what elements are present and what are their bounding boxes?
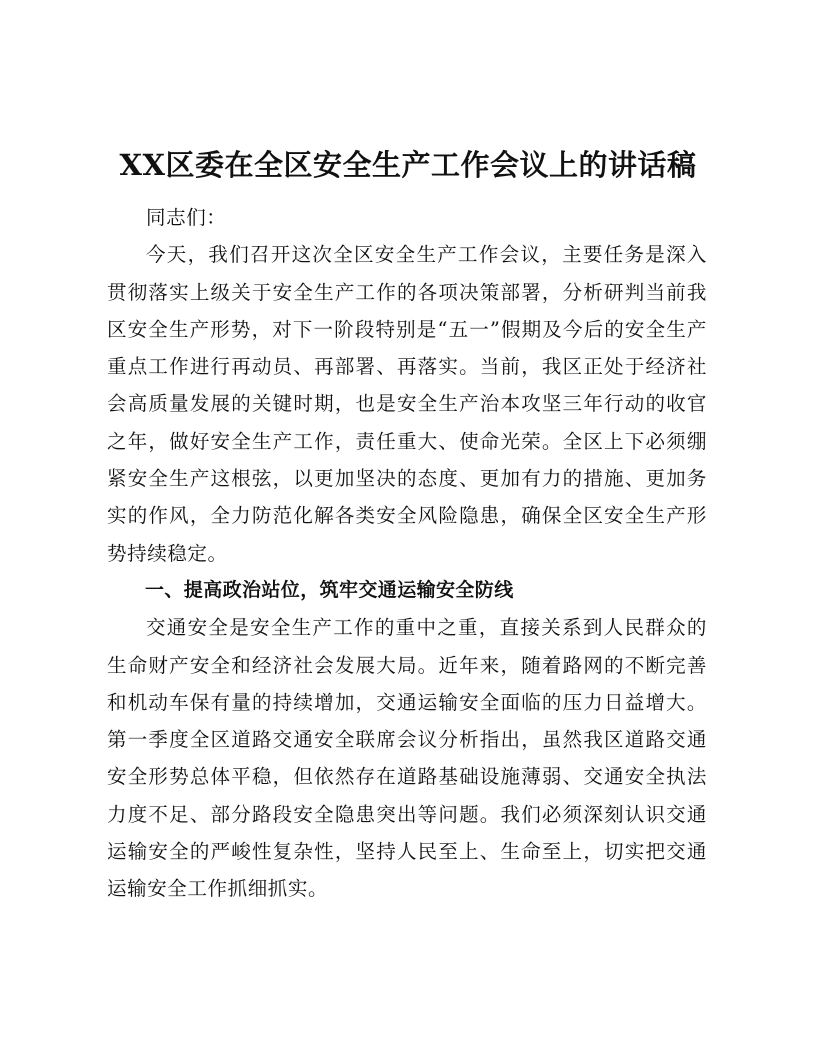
salutation: 同志们： — [146, 206, 227, 229]
document-title: XX区委在全区安全生产工作会议上的讲话稿 — [119, 148, 697, 182]
section-1-paragraph: 交通安全是安全生产工作的重中之重，直接关系到人民群众的生命财产安全和经济社会发展大局。近年来，随着路网的不断完善和机动车保有量的持续增加，交通运输安全面临的压力日益增大。第一季度全区道路交通安全联席会议分析指出，虽然我区道路交通安全形势总体平稳，但依然存在道路基础设施薄弱、交通安全执法力度不足、部分路段安全隐患突出等问题。我们必须深刻认识交通运输安全的严峻性复杂性，坚持人民至上、生命至上，切实把交通运输安全工作抓细抓实。 — [107, 616, 707, 901]
section-heading-1: 一、提高政治站位，筑牢交通运输安全防线 — [145, 578, 514, 601]
intro-paragraph: 今天，我们召开这次全区安全生产工作会议，主要任务是深入贯彻落实上级关于安全生产工作的各项决策部署，分析研判当前我区安全生产形势，对下一阶段特别是“五一”假期及今后的安全生产重点工作进行再动员、再部署、再落实。当前，我区正处于经济社会高质量发展的关键时期，也是安全生产治本攻坚三年行动的收官之年，做好安全生产工作，责任重大、使命光荣。全区上下必须绷紧安全生产这根弦，以更加坚决的态度、更加有力的措施、更加务实的作风，全力防范化解各类安全风险隐患，确保全区安全生产形势持续稳定。 — [107, 243, 707, 565]
document-body — [107, 199, 707, 908]
